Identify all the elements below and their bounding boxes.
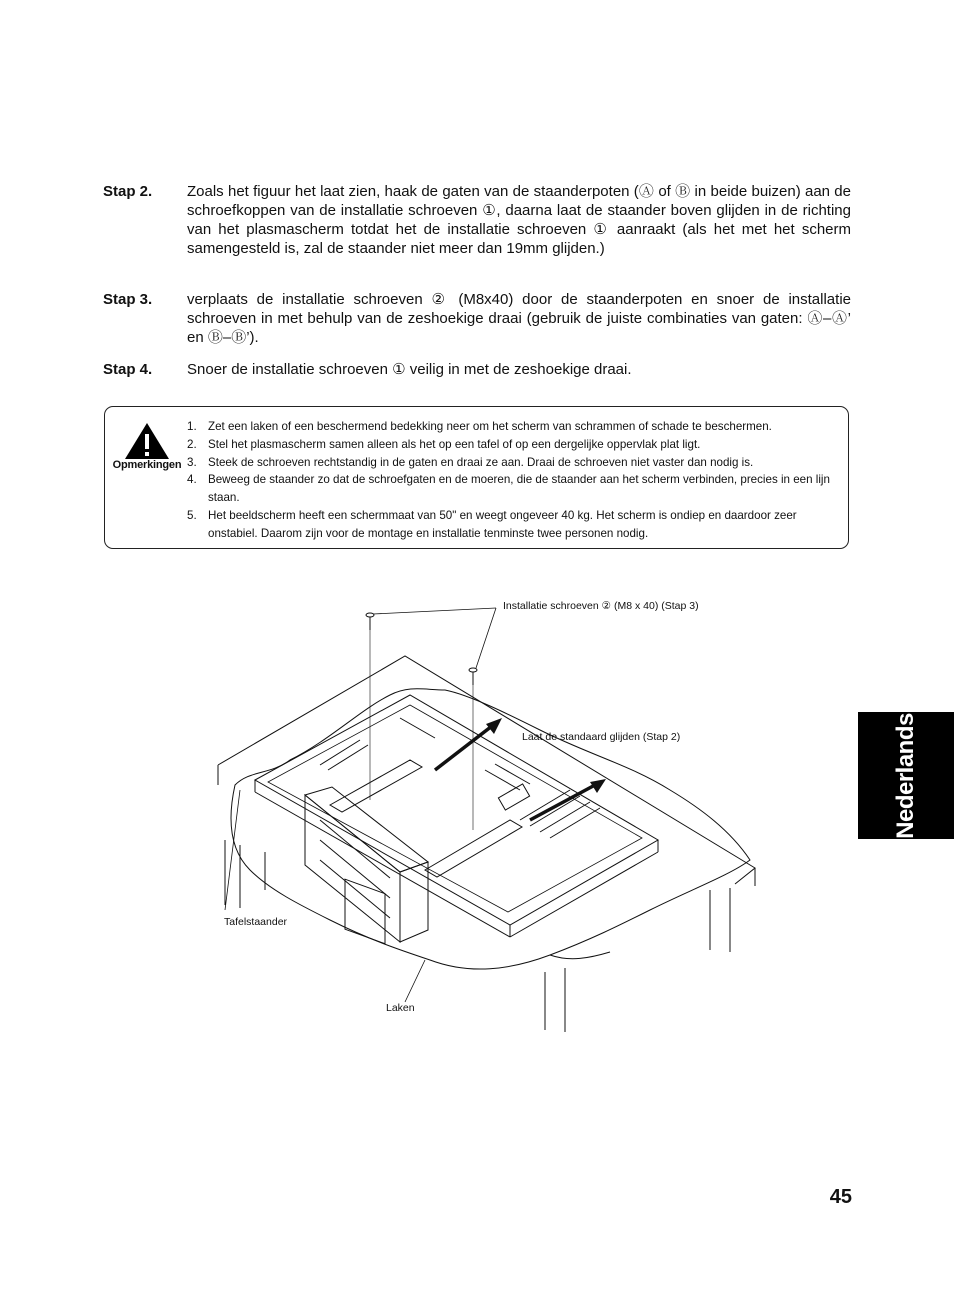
notes-list xyxy=(187,418,843,543)
note-text: Steek de schroeven rechtstandig in de gaten en draai ze aan. Draai de schroeven niet vaster dan nodig is. xyxy=(208,455,754,469)
table-drawing xyxy=(218,656,755,1032)
notes-label: Opmerkingen xyxy=(112,459,182,471)
callout-screws: Installatie schroeven ② (M8 x 40) (Stap 3) xyxy=(503,600,699,612)
note-item xyxy=(187,454,843,472)
note-text: Zet een laken of een beschermend bedekking neer om het scherm van schrammen of schade te beschermen. xyxy=(208,420,772,433)
language-tab xyxy=(858,712,954,839)
note-number: 5. xyxy=(187,508,197,522)
note-number: 1. xyxy=(187,420,197,433)
note-item xyxy=(187,471,843,507)
note-number: 4. xyxy=(187,473,197,487)
step-label: Stap 2. xyxy=(103,183,153,200)
callout-table-stand: Tafelstaander xyxy=(224,916,288,928)
step-label: Stap 4. xyxy=(103,361,153,378)
notes-box xyxy=(104,406,849,549)
page-number: 45 xyxy=(829,1186,852,1208)
assembly-illustration xyxy=(210,590,770,1040)
step-3 xyxy=(103,290,851,347)
language-tab-label: Nederlands xyxy=(892,712,919,839)
step-4 xyxy=(103,360,851,379)
step-text: Snoer de installatie schroeven ① veilig in met de zeshoekige draai. xyxy=(187,361,632,378)
callout-cloth: Laken xyxy=(386,1002,415,1014)
note-item xyxy=(187,436,843,454)
note-number: 3. xyxy=(187,455,197,469)
leader-lines xyxy=(225,608,496,1002)
note-number: 2. xyxy=(187,437,197,451)
table-stand-drawing xyxy=(305,760,522,944)
step-text: verplaats de installatie schroeven ② (M8x40) door de staanderpoten en snoer de installatie schroeven in met behulp van de zeshoekige draai (gebruik de juiste combinaties van gaten: Ⓐ–Ⓐ’ en Ⓑ–Ⓑ’). xyxy=(187,291,851,346)
note-item xyxy=(187,507,843,543)
warning-triangle-icon xyxy=(123,421,171,461)
step-2 xyxy=(103,182,851,258)
note-item xyxy=(187,418,843,436)
note-text: Het beeldscherm heeft een schermmaat van 50" en weegt ongeveer 40 kg. Het scherm is ondiep en daardoor zeer onstabiel. Daarom zijn voor de montage en installatie tenminste twee personen nodig. xyxy=(208,508,797,540)
step-text: Zoals het figuur het laat zien, haak de gaten van de staanderpoten (Ⓐ of Ⓑ in beide buizen) aan de schroefkoppen van de installatie schroeven ①, daarna laat de staander boven glijden in de richting van het plasmascherm totdat het de installatie schroeven ① aanraakt (als het met het scherm samengesteld is, zal de staander niet meer dan 19mm glijden.) xyxy=(187,183,851,257)
callout-slide: Laat de standaard glijden (Stap 2) xyxy=(522,731,681,743)
screws-drawing xyxy=(366,613,477,830)
step-label: Stap 3. xyxy=(103,291,153,308)
note-text: Beweeg de staander zo dat de schroefgaten en de moeren, die de staander aan het scherm verbinden, precies in een lijn staan. xyxy=(208,473,830,505)
note-text: Stel het plasmascherm samen alleen als het op een tafel of op een dergelijke oppervlak plat ligt. xyxy=(208,437,701,451)
